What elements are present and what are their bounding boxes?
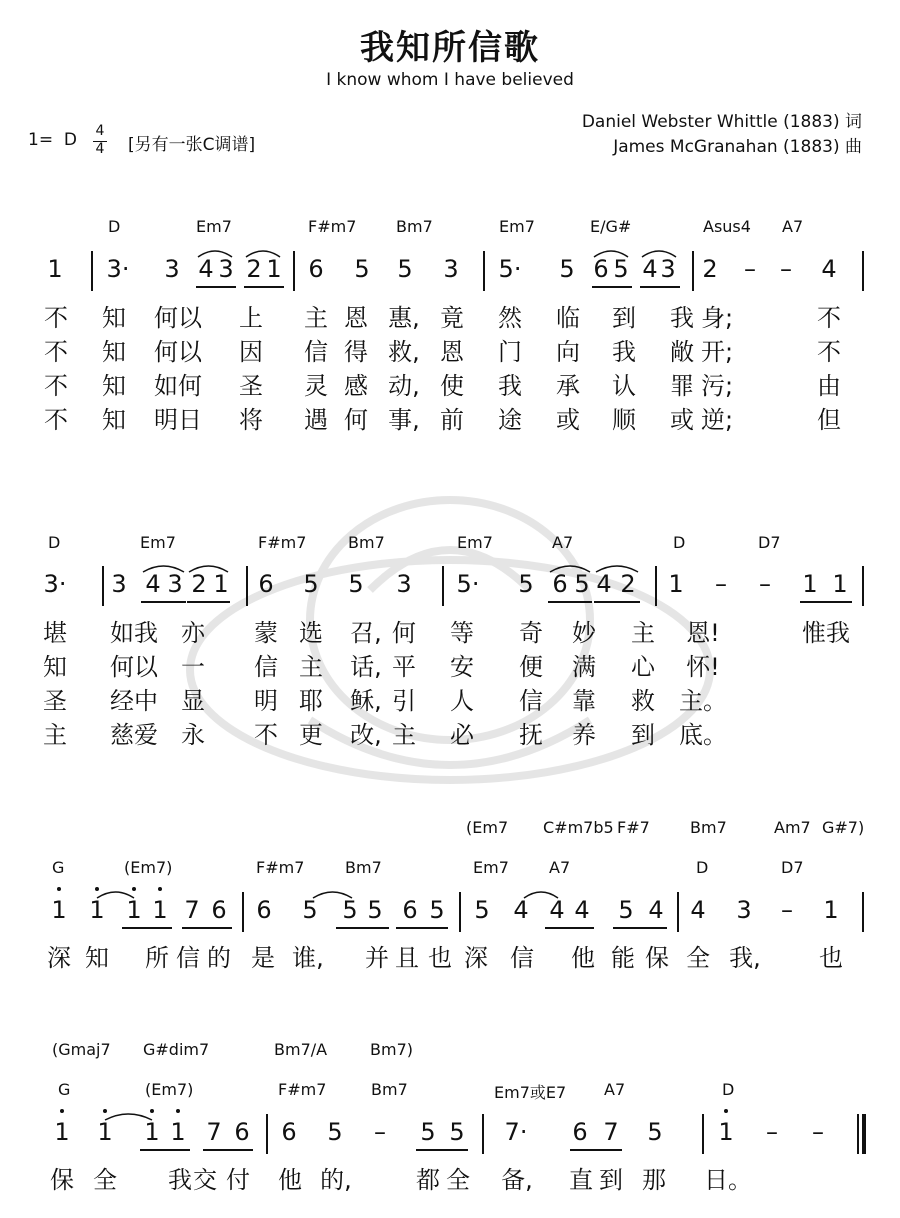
alt-chord-label: Bm7/A (274, 1040, 328, 1059)
lyric-syllable: 能 (611, 944, 635, 972)
lyric-syllable: 或 (556, 406, 580, 434)
note-numeral: 1 (51, 896, 67, 924)
note-numeral: 4 (549, 896, 565, 924)
lyric-syllable: 更 (299, 721, 323, 749)
tie-slur (550, 566, 590, 572)
lyric-syllable: 竟 (440, 304, 464, 332)
chord-label: E/G# (590, 217, 632, 236)
lyric-syllable: 他 (278, 1166, 302, 1194)
alt-chord-label: (Em7 (466, 818, 509, 837)
chord-label: Em7 (140, 533, 176, 552)
lyric-syllable: 必 (450, 721, 474, 749)
note-numeral: 2 (246, 255, 262, 283)
chord-label: Bm7 (345, 858, 382, 877)
note-numeral: 1 (213, 570, 229, 598)
tie-slur (97, 892, 134, 898)
lyric-syllable: 改, (350, 721, 382, 749)
lyric-syllable: 但 (817, 406, 841, 434)
note-numeral: 3 (396, 570, 412, 598)
lyric-syllable: 圣 (43, 687, 67, 715)
note-numeral: 6 (256, 896, 272, 924)
lyric-syllable: 惟我 (802, 619, 850, 647)
lyric-syllable: 我 (168, 1166, 192, 1194)
lyric-syllable: 知 (102, 304, 126, 332)
note-numeral: – (759, 570, 771, 598)
lyric-syllable: 信 (304, 338, 328, 366)
note-numeral: – (744, 255, 756, 283)
lyric-syllable: 前 (440, 406, 464, 434)
note-numeral: 2 (191, 570, 207, 598)
lyric-syllable: 我, (729, 944, 761, 972)
alt-chord-label: G#7) (822, 818, 865, 837)
lyric-syllable: 所 (145, 944, 169, 972)
lyric-syllable: 也 (819, 944, 843, 972)
note-numeral: 5 (342, 896, 358, 924)
lyric-syllable: 不 (254, 721, 278, 749)
chord-label: Bm7 (396, 217, 433, 236)
note-numeral: 4 (642, 255, 658, 283)
chord-label: D (673, 533, 686, 552)
note-numeral: 4 (821, 255, 837, 283)
note-numeral: 6 (402, 896, 418, 924)
lyric-syllable: 不 (817, 338, 841, 366)
lyric-syllable: 何以 (110, 653, 158, 681)
lyric-syllable: 全 (686, 944, 710, 972)
lyric-syllable: 平 (392, 653, 416, 681)
tie-slur (246, 251, 280, 257)
note-numeral: 4 (596, 570, 612, 598)
chord-label: G (52, 858, 65, 877)
lyric-syllable: 救, (388, 338, 420, 366)
lyric-syllable: 明日 (154, 406, 202, 434)
lyric-syllable: 动, (388, 372, 420, 400)
lyric-syllable: 向 (556, 338, 580, 366)
note-numeral: 5 (429, 896, 445, 924)
lyric-syllable: 人 (450, 687, 474, 715)
chord-label: D (722, 1080, 735, 1099)
lyric-syllable: 上 (239, 304, 263, 332)
lyric-syllable: 我 (612, 338, 636, 366)
lyric-syllable: 保 (645, 944, 669, 972)
tie-slur (313, 892, 352, 898)
lyric-syllable: 主 (299, 653, 323, 681)
lyric-syllable: 污; (700, 372, 734, 400)
chord-label: Em7 (499, 217, 535, 236)
chord-label: Bm7 (348, 533, 385, 552)
chord-label: Em7 (196, 217, 232, 236)
note-numeral: 5 (397, 255, 413, 283)
tie-slur (198, 251, 232, 257)
note-numeral: 6 (211, 896, 227, 924)
lyric-syllable: 门 (498, 338, 522, 366)
lyric-syllable: 都 (416, 1166, 440, 1194)
lyric-syllable: 恩 (440, 338, 464, 366)
composer-credit: James McGranahan (1883) 曲 (613, 137, 862, 157)
lyric-syllable: 一 (181, 653, 205, 681)
lyric-syllable: 全 (93, 1166, 117, 1194)
lyric-syllable: 由 (817, 372, 841, 400)
lyric-syllable: 怀! (686, 653, 720, 681)
key-name: D (63, 130, 77, 150)
lyric-syllable: 敞 (670, 338, 694, 366)
note-numeral: 3· (106, 255, 130, 283)
alt-chord-label: Bm7 (690, 818, 727, 837)
note-numeral: 1 (97, 1118, 113, 1146)
lyric-syllable: 到 (612, 304, 636, 332)
note-numeral: 6 (234, 1118, 250, 1146)
tie-slur (524, 892, 558, 898)
note-numeral: 7· (504, 1118, 528, 1146)
alt-key-note: [另有一张C调谱] (128, 135, 256, 155)
note-numeral: 1 (47, 255, 63, 283)
note-numeral: 2 (702, 255, 718, 283)
lyric-syllable: 满 (572, 653, 596, 681)
lyric-syllable: 的, (320, 1166, 352, 1194)
note-numeral: 3 (660, 255, 676, 283)
note-numeral: 3 (443, 255, 459, 283)
tie-slur (596, 566, 638, 572)
chord-label: D7 (758, 533, 781, 552)
note-numeral: 5· (498, 255, 522, 283)
lyric-syllable: 经中 (110, 687, 158, 715)
lyric-syllable: 到 (631, 721, 655, 749)
lyric-syllable: 他 (571, 944, 595, 972)
lyric-syllable: 恩 (344, 304, 368, 332)
note-numeral: – (780, 255, 792, 283)
note-numeral: 4 (574, 896, 590, 924)
note-numeral: 1 (823, 896, 839, 924)
alt-chord-label: (Gmaj7 (52, 1040, 111, 1059)
lyric-syllable: 备, (501, 1166, 533, 1194)
lyric-syllable: 等 (450, 619, 474, 647)
chord-label: Asus4 (703, 217, 751, 236)
note-numeral: 5 (354, 255, 370, 283)
note-numeral: 5 (302, 896, 318, 924)
lyric-syllable: 惠, (388, 304, 420, 332)
chord-label: F#m7 (278, 1080, 327, 1099)
chord-label: G (58, 1080, 71, 1099)
lyric-syllable: 认 (612, 372, 636, 400)
lyric-syllable: 深 (464, 944, 488, 972)
lyric-syllable: 召, (350, 619, 382, 647)
note-numeral: 1 (89, 896, 105, 924)
lyric-syllable: 信 (519, 687, 543, 715)
alt-chord-label: Bm7) (370, 1040, 413, 1059)
alt-chord-label: Am7 (774, 818, 811, 837)
note-numeral: 6 (593, 255, 609, 283)
lyric-syllable: 付 (226, 1166, 250, 1194)
note-numeral: – (374, 1118, 386, 1146)
lyric-syllable: 妙 (572, 619, 596, 647)
note-numeral: 5 (303, 570, 319, 598)
lyric-syllable: 心 (631, 653, 655, 681)
note-numeral: 6 (281, 1118, 297, 1146)
lyric-syllable: 开; (700, 338, 734, 366)
lyric-syllable: 显 (181, 687, 205, 715)
tie-slur (642, 251, 676, 257)
chord-label: D (108, 217, 121, 236)
note-numeral: 6 (552, 570, 568, 598)
note-numeral: 1 (126, 896, 142, 924)
lyric-syllable: 知 (102, 406, 126, 434)
note-numeral: 5 (449, 1118, 465, 1146)
lyric-syllable: 灵 (304, 372, 328, 400)
note-numeral: 1 (802, 570, 818, 598)
tie-slur (189, 566, 228, 572)
key-prefix: 1= (28, 130, 54, 150)
lyric-syllable: 恩! (686, 619, 720, 647)
lyric-syllable: 蒙 (254, 619, 278, 647)
tie-slur (143, 566, 184, 572)
note-numeral: 5· (456, 570, 480, 598)
note-numeral: 5 (518, 570, 534, 598)
lyric-syllable: 我 (670, 304, 694, 332)
lyric-syllable: 是 (251, 944, 275, 972)
lyric-syllable: 奇 (519, 619, 543, 647)
chord-label: D (48, 533, 61, 552)
lyric-syllable: 直 (569, 1166, 593, 1194)
note-numeral: 5 (618, 896, 634, 924)
lyric-syllable: 信 (254, 653, 278, 681)
chord-label: D (696, 858, 709, 877)
alt-chord-label: C#m7b5 (543, 818, 614, 837)
lyric-syllable: 不 (44, 406, 68, 434)
lyric-syllable: 养 (572, 721, 596, 749)
note-numeral: 1 (718, 1118, 734, 1146)
lyric-syllable: 那 (642, 1166, 666, 1194)
lyric-syllable: 堪 (43, 619, 67, 647)
note-numeral: 4 (690, 896, 706, 924)
note-numeral: 4 (198, 255, 214, 283)
alt-chord-label: G#dim7 (143, 1040, 210, 1059)
note-numeral: 1 (170, 1118, 186, 1146)
lyric-syllable: 知 (85, 944, 109, 972)
note-numeral: 7 (184, 896, 200, 924)
lyric-syllable: 抚 (519, 721, 543, 749)
note-numeral: 3 (111, 570, 127, 598)
lyric-syllable: 主 (43, 721, 67, 749)
subtitle: I know whom I have believed (326, 70, 574, 90)
time-sig-bottom: 4 (95, 141, 105, 157)
lyric-syllable: 然 (498, 304, 522, 332)
note-numeral: 5 (559, 255, 575, 283)
note-numeral: 3 (736, 896, 752, 924)
note-numeral: 1 (54, 1118, 70, 1146)
note-numeral: 5 (613, 255, 629, 283)
note-numeral: 3 (164, 255, 180, 283)
note-numeral: 4 (513, 896, 529, 924)
chord-label: (Em7) (145, 1080, 194, 1099)
lyric-syllable: 引 (392, 687, 416, 715)
lyric-syllable: 信 (176, 944, 200, 972)
note-numeral: 5 (420, 1118, 436, 1146)
lyric-syllable: 得 (344, 338, 368, 366)
lyric-syllable: 承 (556, 372, 580, 400)
chord-label: Em7或E7 (494, 1083, 567, 1102)
page-title: 我知所信歌 (360, 28, 540, 68)
chord-label: A7 (604, 1080, 626, 1099)
chord-label: F#m7 (256, 858, 305, 877)
lyric-syllable: 也 (428, 944, 452, 972)
note-numeral: 1 (832, 570, 848, 598)
lyric-syllable: 深 (47, 944, 71, 972)
note-numeral: 1 (266, 255, 282, 283)
lyric-syllable: 知 (102, 372, 126, 400)
note-numeral: 1 (668, 570, 684, 598)
lyric-syllable: 慈爱 (110, 721, 158, 749)
note-numeral: 7 (206, 1118, 222, 1146)
lyric-syllable: 便 (519, 653, 543, 681)
note-numeral: 6 (308, 255, 324, 283)
note-numeral: – (715, 570, 727, 598)
lyric-syllable: 全 (446, 1166, 470, 1194)
lyric-syllable: 事, (388, 406, 420, 434)
note-numeral: 2 (620, 570, 636, 598)
lyric-syllable: 且 (395, 944, 419, 972)
lyric-syllable: 选 (299, 619, 323, 647)
lyric-syllable: 并 (365, 944, 389, 972)
lyric-syllable: 明 (254, 687, 278, 715)
lyric-syllable: 交 (193, 1166, 217, 1194)
lyric-syllable: 将 (239, 406, 263, 434)
lyric-syllable: 遇 (304, 406, 328, 434)
lyric-syllable: 主 (392, 721, 416, 749)
lyric-syllable: 圣 (239, 372, 263, 400)
note-numeral: 5 (574, 570, 590, 598)
lyric-syllable: 保 (50, 1166, 74, 1194)
note-numeral: 5 (327, 1118, 343, 1146)
lyric-syllable: 如我 (110, 619, 158, 647)
lyric-syllable: 信 (510, 944, 534, 972)
lyric-syllable: 不 (44, 338, 68, 366)
lyric-syllable: 逆; (700, 406, 734, 434)
lyric-syllable: 耶 (299, 687, 323, 715)
lyric-syllable: 不 (44, 304, 68, 332)
lyric-syllable: 或 (670, 406, 694, 434)
lyric-syllable: 临 (556, 304, 580, 332)
lyric-syllable: 日。 (704, 1166, 752, 1194)
lyric-syllable: 顺 (612, 406, 636, 434)
lyric-syllable: 安 (450, 653, 474, 681)
chord-label: F#m7 (308, 217, 357, 236)
tie-slur (105, 1114, 152, 1120)
lyric-syllable: 亦 (181, 619, 205, 647)
chord-label: Bm7 (371, 1080, 408, 1099)
lyric-syllable: 话, (350, 653, 382, 681)
lyric-syllable: 何 (392, 619, 416, 647)
lyric-syllable: 何以 (154, 338, 202, 366)
lyric-syllable: 谁, (292, 944, 324, 972)
chord-label: Em7 (473, 858, 509, 877)
lyric-syllable: 何 (344, 406, 368, 434)
lyric-syllable: 的 (207, 944, 231, 972)
note-numeral: – (781, 896, 793, 924)
chord-label: F#m7 (258, 533, 307, 552)
note-numeral: 5 (367, 896, 383, 924)
note-numeral: 5 (474, 896, 490, 924)
lyric-syllable: 救 (631, 687, 655, 715)
note-numeral: 1 (144, 1118, 160, 1146)
lyric-syllable: 底。 (679, 721, 727, 749)
lyric-syllable: 罪 (670, 372, 694, 400)
time-sig-top: 4 (95, 123, 105, 139)
chord-label: A7 (549, 858, 571, 877)
lyric-syllable: 如何 (154, 372, 202, 400)
chord-label: Em7 (457, 533, 493, 552)
note-numeral: – (812, 1118, 824, 1146)
chord-label: A7 (782, 217, 804, 236)
lyric-syllable: 永 (181, 721, 205, 749)
chord-label: D7 (781, 858, 804, 877)
note-numeral: 7 (603, 1118, 619, 1146)
note-numeral: 3 (218, 255, 234, 283)
note-numeral: 6 (258, 570, 274, 598)
alt-chord-label: F#7 (617, 818, 650, 837)
lyric-syllable: 靠 (572, 687, 596, 715)
lyricist-credit: Daniel Webster Whittle (1883) 词 (581, 112, 862, 132)
lyric-syllable: 何以 (154, 304, 202, 332)
note-numeral: 6 (572, 1118, 588, 1146)
lyric-syllable: 不 (44, 372, 68, 400)
lyric-syllable: 主 (631, 619, 655, 647)
lyric-syllable: 主。 (679, 687, 727, 715)
lyric-syllable: 身; (700, 304, 734, 332)
lyric-syllable: 因 (239, 338, 263, 366)
note-numeral: 3· (43, 570, 67, 598)
note-numeral: 5 (348, 570, 364, 598)
lyric-syllable: 主 (304, 304, 328, 332)
lyric-syllable: 知 (102, 338, 126, 366)
note-numeral: 5 (647, 1118, 663, 1146)
chord-label: (Em7) (124, 858, 173, 877)
lyric-syllable: 知 (43, 653, 67, 681)
chord-label: A7 (552, 533, 574, 552)
note-numeral: – (766, 1118, 778, 1146)
note-numeral: 1 (152, 896, 168, 924)
lyric-syllable: 稣, (350, 687, 382, 715)
lyric-syllable: 感 (344, 372, 368, 400)
tie-slur (594, 251, 628, 257)
lyric-syllable: 到 (599, 1166, 623, 1194)
lyric-syllable: 不 (817, 304, 841, 332)
lyric-syllable: 使 (440, 372, 464, 400)
note-numeral: 4 (648, 896, 664, 924)
note-numeral: 3 (167, 570, 183, 598)
note-numeral: 4 (145, 570, 161, 598)
lyric-syllable: 我 (498, 372, 522, 400)
lyric-syllable: 途 (498, 406, 522, 434)
